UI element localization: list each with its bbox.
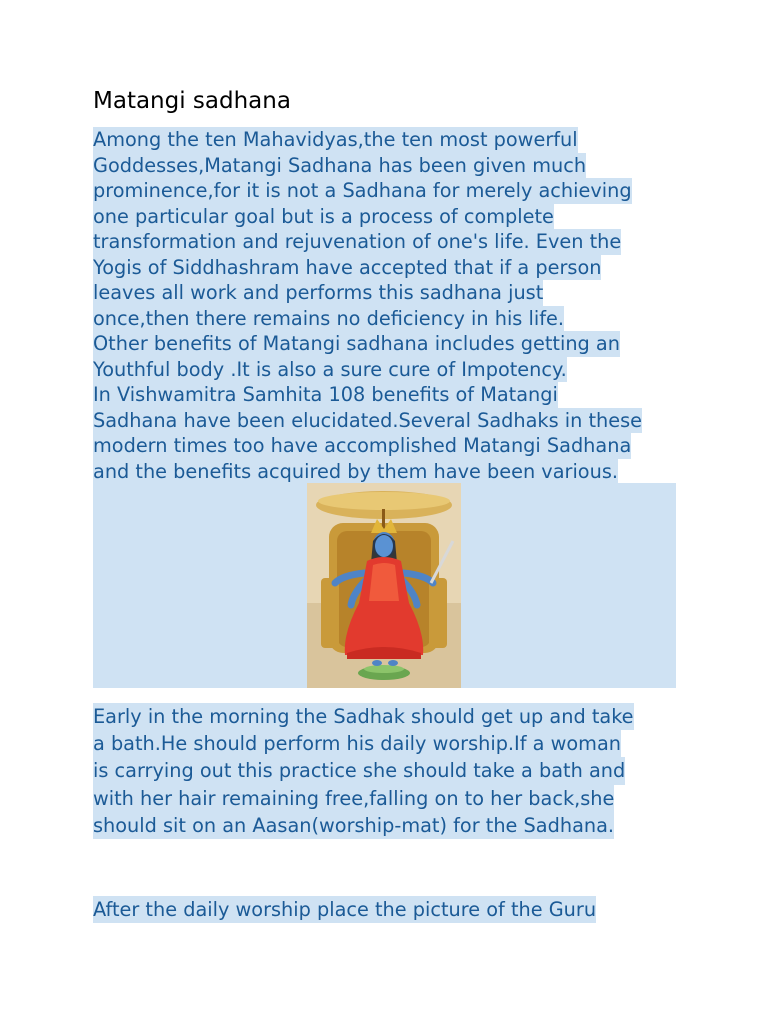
text-line: Youthful body .It is also a sure cure of Impotency. — [93, 357, 567, 381]
text-line: leaves all work and performs this sadhana just — [93, 281, 544, 304]
text-line: In Vishwamitra Samhita 108 benefits of Matangi — [93, 383, 558, 406]
text-line: Early in the morning the Sadhak should get up and take — [93, 703, 634, 730]
paragraph-guru-picture — [93, 896, 596, 923]
text-line: prominence,for it is not a Sadhana for merely achieving — [93, 179, 632, 202]
text-line: and the benefits acquired by them have been various. — [93, 459, 618, 483]
document-title: Matangi sadhana — [93, 88, 291, 114]
goddess-matangi-picture — [307, 483, 461, 688]
text-line: a bath.He should perform his daily worship.If a woman — [93, 730, 621, 757]
text-line: Yogis of Siddhashram have accepted that if a person — [93, 255, 602, 279]
text-line: one particular goal but is a process of complete — [93, 204, 554, 228]
text-line: Sadhana have been elucidated.Several Sadhaks in these — [93, 408, 643, 432]
text-line: transformation and rejuvenation of one's life. Even the — [93, 230, 622, 253]
text-line: Among the ten Mahavidyas,the ten most powerful — [93, 128, 578, 151]
text-line: is carrying out this practice she should take a bath and — [93, 757, 625, 784]
paragraph-morning-ritual — [93, 703, 634, 839]
text-line: once,then there remains no deficiency in his life. — [93, 306, 564, 330]
paragraph-intro — [93, 127, 642, 484]
text-line: Goddesses,Matangi Sadhana has been given much — [93, 153, 587, 177]
text-line: After the daily worship place the picture of the Guru — [93, 898, 597, 921]
goddess-illustration — [307, 483, 461, 688]
text-line: should sit on an Aasan(worship-mat) for the Sadhana. — [93, 812, 614, 839]
text-line: Other benefits of Matangi sadhana includes getting an — [93, 332, 620, 355]
text-line: with her hair remaining free,falling on to her back,she — [93, 785, 614, 812]
image-highlight-band — [93, 483, 676, 688]
text-line: modern times too have accomplished Matangi Sadhana — [93, 434, 632, 457]
